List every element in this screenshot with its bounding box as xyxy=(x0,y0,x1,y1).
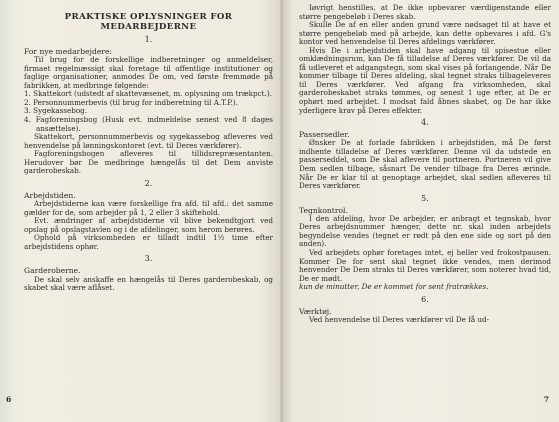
section-number: 6. xyxy=(421,294,429,304)
title-line-2: MEDARBEJDERNE xyxy=(100,22,197,32)
section-heading: Værktøj. xyxy=(299,306,332,316)
section-heading: Tegnkontrol. xyxy=(299,205,348,215)
list-item: 3. Sygekassebog. xyxy=(24,106,88,116)
paragraph: Arbejdstiderne kan være forskellige fra afd. til afd.: det samme gælder for de, som arbejder på 1, 2 eller 3 skiftehold. xyxy=(24,199,273,217)
list-item: 4. Fagforeningsbog (Husk evt. indmeldelse senest ved 8 dages ansættelse). xyxy=(24,115,273,133)
paragraph: Ved arbejdets ophør foretages intet, ej heller ved frokostpausen. Kommer De for sent skal tegnet ikke vendes, men derimod henvender De Dem straks til Deres værkfører, som noterer hvad tid, De er mødt. xyxy=(299,247,551,283)
paragraph: Skattekort, personnummerbevis og sygekassebog afleveres ved henvendelse på lønningskontoret (evt. til Deres værkfører). xyxy=(24,132,273,150)
paragraph: Til brug for de forskellige indberetninger og anmeldelser, firmaet regelmæssigt skal foretage til offentlige institutioner og faglige organisationer, anmodes De om, ved første fremmøde på fabrikken, at medbringe følgende: xyxy=(24,55,273,90)
list-item: 2. Personnummerbevis (til brug for indberetning til A.T.P.). xyxy=(24,97,239,107)
page-number: 6 xyxy=(6,395,12,404)
section-heading: Arbejdstiden. xyxy=(24,190,76,200)
page-title xyxy=(24,12,273,32)
paragraph: I den afdeling, hvor De arbejder, er anbragt et tegnskab, hvor Deres arbejdsnummer hænger, dette nr. skal inden arbejdets begyndelse vendes (tegnet er rødt på den ene side og sort på den anden). xyxy=(299,213,551,249)
paragraph: Skulle De af en eller anden grund være nødsaget til at have et større pengebeløb med på arbejde, kan dette opbevares i afd. G's kontor ved henvendelse til Deres afdelings værkfører. xyxy=(299,20,551,47)
paragraph: Fagforeningsbogen afleveres til tillidsrepræsentanten. Herudover bør De medbringe hængelås til det Dem anviste garderobeskab. xyxy=(24,149,273,176)
section-number: 2. xyxy=(144,178,153,188)
section-heading: Garderoberne. xyxy=(24,266,81,276)
title-line-1: PRAKTISKE OPLYSNINGER FOR xyxy=(64,12,233,22)
italic-note: kun de minutter, De er kommet for sent fratrækkes. xyxy=(299,282,489,292)
section-number: 5. xyxy=(421,193,429,203)
paragraph: Ophold på virksomheden er tilladt indtil 1½ time efter arbejdstidens ophør. xyxy=(24,233,273,251)
paragraph: Ved henvendelse til Deres værkfører vil De få ud- xyxy=(309,314,490,324)
page-number: 7 xyxy=(543,395,549,404)
paragraph: Iøvrigt henstilles, at De ikke opbevarer værdigenstande eller større pengebeløb i Deres skab. xyxy=(299,3,551,21)
list-item: 1. Skattekort (udstedt af skattevæsenet, m. oplysning om trækpct.). xyxy=(24,89,272,99)
paragraph: De skal selv anskaffe en hængelås til Deres garderobeskab, og skabet skal være aflåset. xyxy=(24,274,273,293)
paragraph: Hvis De i arbejdstiden skal have adgang til spisestue eller omklædningsrum, kan De få tilladelse af Deres værkfører. De vil da få udleveret et adgangstegn, som skal vises på forlangende. Når De kommer tilbage til Deres afdeling, skal tegnet straks tilbageleveres til Deres værkfører. Ved afgang fra virksomheden, skal garderobeskabet straks tømmes, og senest 1 uge efter, at De er ophørt med arbejdet. I modsat fald åbnes skabet, og De har ikke yderligere krav på Deres effekter. xyxy=(299,45,551,115)
section-number: 3. xyxy=(144,254,153,264)
section-heading: For nye medarbejdere: xyxy=(24,47,113,56)
paragraph: Evt. ændringer af arbejdstiderne vil blive bekendtgjort ved opslag på opslagstavlen og i de afdelinger, som herom berøres. xyxy=(24,216,273,234)
section-number: 4. xyxy=(421,118,429,128)
paragraph: Ønsker De at forlade fabrikken i arbejdstiden, må De først indhente tilladelse af Deres værkfører. Denne vil da udstede en passerseddel, som De skal aflevere til portneren. Portneren vil give Dem sedlen tilbage, såsnart De vender tilbage fra Deres ærinde. Når De er klar til at genoptage arbejdet, skal sedlen afleveres til Deres værkfører. xyxy=(299,138,551,191)
section-heading: Passersedler. xyxy=(299,130,350,140)
right-page xyxy=(283,0,559,422)
section-number: 1. xyxy=(144,35,153,44)
